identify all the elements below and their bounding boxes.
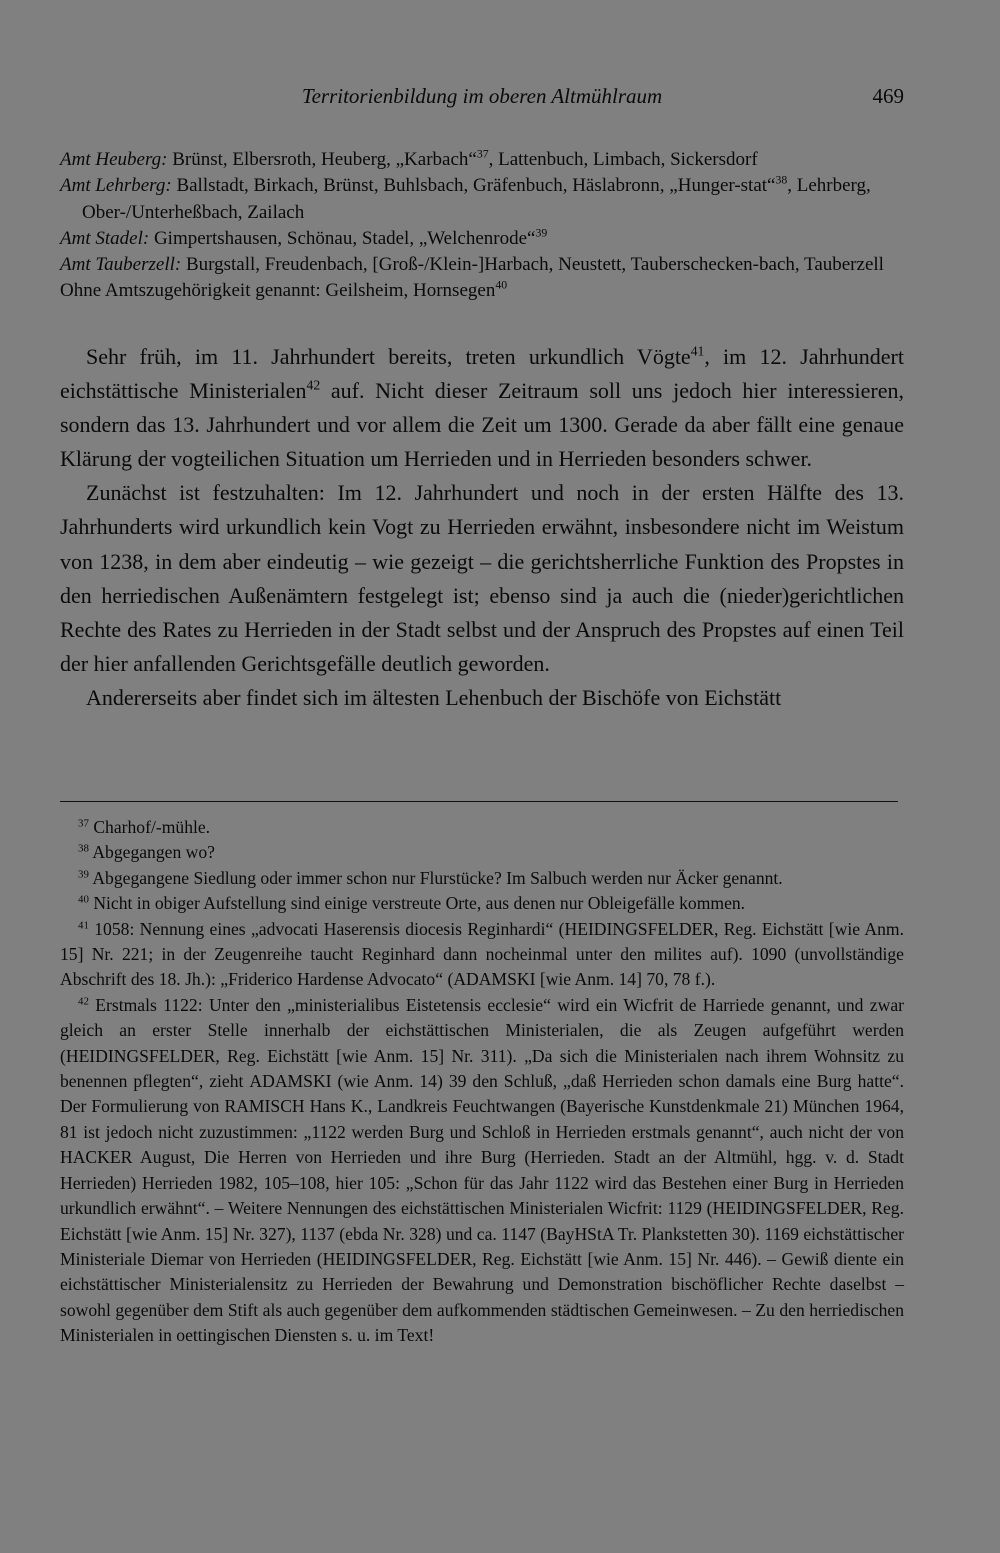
- footnote-ref: 39: [535, 226, 548, 240]
- footnote-41: [60, 917, 904, 993]
- text-run: , Reg. Eichstätt [wie Anm. 15] Nr. 327), 1137 (ebda Nr. 328) und ca. 1147 (BayHStA Tr. Plankstetten 30). 1169 eichstättischer Ministeriale Diemar von Herrieden (: [60, 1198, 905, 1269]
- running-head: [60, 84, 904, 112]
- amt-places: Ballstadt, Birkach, Brünst, Buhlsbach, Gräfenbuch, Häslabronn, „Hunger-stat“: [171, 175, 776, 197]
- amt-entry: [60, 147, 900, 173]
- text-run: auf. Nicht dieser Zeitraum soll uns jedoch hier interessieren, sondern das 13. Jahrhundert und vor allem die Zeit um 1300. Gerade da aber fällt eine genaue Klärung der vogteilichen Situation um Herrieden und in Herrieden besonders schwer.: [60, 378, 905, 472]
- text-run: Sehr früh, im 11. Jahrhundert bereits, treten urkundlich Vögte: [86, 344, 691, 369]
- author-name: ADAMSKI: [453, 969, 536, 990]
- footnote-40: [60, 891, 904, 916]
- amt-places: , Lehrberg, Ober-/Unterheßbach, Zailach: [82, 175, 871, 223]
- amt-places: , Lattenbuch, Limbach, Sickersdorf: [488, 149, 758, 170]
- text-run: Erstmals 1122: Unter den „ministerialibus Eistetensis ecclesie“ wird ein Wicfrit de Harriede genannt, und zwar gleich an erster Stelle innerhalb der eichstättischen Ministerialen, die als Zeugen aufgeführt werden (: [60, 994, 904, 1066]
- amt-places: Gimpertshausen, Schönau, Stadel, „Welchenrode“: [149, 227, 536, 249]
- footnote-ref: 42: [306, 377, 321, 393]
- text-run: Abgegangen wo?: [92, 842, 215, 863]
- author-name: HEIDINGSFELDER: [65, 1045, 216, 1066]
- text-run: (wie Anm. 14) 39 den Schluß, „daß Herrieden schon damals eine Burg hatte“. Der Formulierung von: [60, 1071, 904, 1117]
- amt-name: Amt Stadel:: [60, 227, 150, 249]
- footnote-ref: 37: [476, 147, 489, 161]
- footnote-number: 40: [78, 893, 89, 906]
- text-run: 1058: Nennung eines „advocati Haserensis diocesis Reginhardi“ (: [94, 918, 565, 939]
- footnote-number: 41: [78, 918, 89, 931]
- amt-entry: [60, 173, 900, 226]
- author-name: RAMISCH: [224, 1096, 305, 1117]
- running-title: Territorienbildung im oberen Altmühlraum: [301, 84, 663, 108]
- amt-name: Amt Tauberzell:: [60, 254, 182, 276]
- text-run: , im 12. Jahrhundert eichstättische Ministerialen: [60, 344, 904, 404]
- footnote-ref: 38: [775, 174, 788, 187]
- footnote-number: 38: [78, 842, 89, 855]
- author-name: HEIDINGSFELDER: [322, 1248, 473, 1269]
- body-paragraph: [60, 681, 904, 715]
- footnote-ref: 41: [690, 343, 705, 359]
- text-run: [wie Anm. 14] 70, 78 f.).: [535, 969, 716, 990]
- text-run: Andererseits aber findet sich im ältesten Lehenbuch der Bischöfe von Eichstätt: [86, 684, 782, 710]
- text-run: , Reg. Eichstätt [wie Anm. 15] Nr. 446). – Gewiß diente ein eichstättischer Ministerialensitz zu Herrieden der Bewahrung und Demonstration bischöflicher Rechte daselbst – sowohl gegenüber dem Stift als auch gegenüber dem aufkommenden städtischen Gemeinwesen. – Zu den herriedischen Ministerialen in oettingischen Diensten s. u. im Text!: [60, 1248, 905, 1346]
- footnote-38: [60, 840, 904, 865]
- footnote-42: [60, 993, 904, 1349]
- amt-name: Amt Lehrberg:: [60, 175, 172, 197]
- body-paragraph: [60, 340, 904, 476]
- footnote-number: 39: [78, 868, 89, 881]
- footnote-ref: 40: [495, 279, 508, 293]
- author-name: HACKER: [60, 1147, 133, 1168]
- amt-places: Burgstall, Freudenbach, [Groß-/Klein-]Harbach, Neustett, Tauberschecken-bach, Tauberzell: [181, 254, 884, 276]
- text-run: Hans K., Landkreis Feuchtwangen (Bayerische Kunstdenkmale 21) München 1964, 81 ist jedoch nicht zuzustimmen: „1122 werden Burg und Schloß in Herrieden erstmals genannt“, auch nicht der von: [60, 1096, 905, 1142]
- footnote-39: [60, 866, 904, 891]
- text-run: Nicht in obiger Aufstellung sind einige verstreute Orte, aus denen nur Obleigefälle kommen.: [93, 893, 746, 914]
- amt-places: Brünst, Elbersroth, Heuberg, „Karbach“: [167, 149, 477, 170]
- text-run: , Reg. Eichstätt [wie Anm. 15] Nr. 221; in der Zeugenreihe taucht Reginhard dann nocheinmal unter den milites auf). 1090 (unvollständige Abschrift des 18. Jh.): „Friderico Hardense Advocato“ (: [60, 918, 904, 990]
- footnote-number: 37: [78, 817, 89, 830]
- footnote-number: 42: [78, 995, 89, 1008]
- text-run: August, Die Herren von Herrieden und ihre Burg (Herrieden. Stadt an der Altmühl, hgg. v. d. Stadt Herrieden) Herrieden 1982, 105–108, hier 105: „Schon für das Jahr 1122 wird das Bestehen einer Burg in Herrieden urkundlich erwähnt“. – Weitere Nennungen des eichstättischen Ministerialen Wicfrit: 1129 (: [60, 1147, 904, 1219]
- text-run: Abgegangene Siedlung oder immer schon nur Flurstücke? Im Salbuch werden nur Äcker genannt.: [92, 867, 783, 888]
- text-run: Zunächst ist festzuhalten: Im 12. Jahrhundert und noch in der ersten Hälfte des 13. Jahrhunderts wird urkundlich kein Vogt zu Herrieden erwähnt, insbesondere nicht im Weistum von 1238, in dem aber eindeutig – wie gezeigt – die gerichtsherrliche Funktion des Propstes in den herriedischen Außenämtern festgelegt ist; ebenso sind ja auch die (nieder)gerichtlichen Rechte des Rates zu Herrieden in der Stadt selbst und der Anspruch des Propstes auf einen Teil der hier anfallenden Gerichtsgefälle deutlich geworden.: [60, 480, 904, 676]
- footnote-37: [60, 815, 904, 840]
- amt-entry: [60, 226, 900, 252]
- author-name: HEIDINGSFELDER: [564, 918, 715, 939]
- text-run: Charhof/-mühle.: [93, 817, 211, 837]
- body-text: [60, 340, 904, 715]
- amt-name: Amt Heuberg:: [60, 149, 168, 170]
- amt-entry: [60, 252, 900, 278]
- footnotes: [60, 815, 904, 1349]
- amt-entry-unassigned: [60, 278, 900, 304]
- page-number: 469: [872, 84, 904, 108]
- footnote-separator: [60, 801, 898, 802]
- body-paragraph: [60, 476, 904, 681]
- amt-places: Ohne Amtszugehörigkeit genannt: Geilsheim, Hornsegen: [60, 280, 496, 302]
- amt-list: [60, 147, 900, 305]
- author-name: HEIDINGSFELDER: [712, 1198, 863, 1219]
- author-name: ADAMSKI: [249, 1071, 332, 1092]
- text-run: , Reg. Eichstätt [wie Anm. 15] Nr. 311). „Da sich die Ministerialen nach ihrem Wohnsitz zu benennen pflegten“, zieht: [60, 1045, 904, 1092]
